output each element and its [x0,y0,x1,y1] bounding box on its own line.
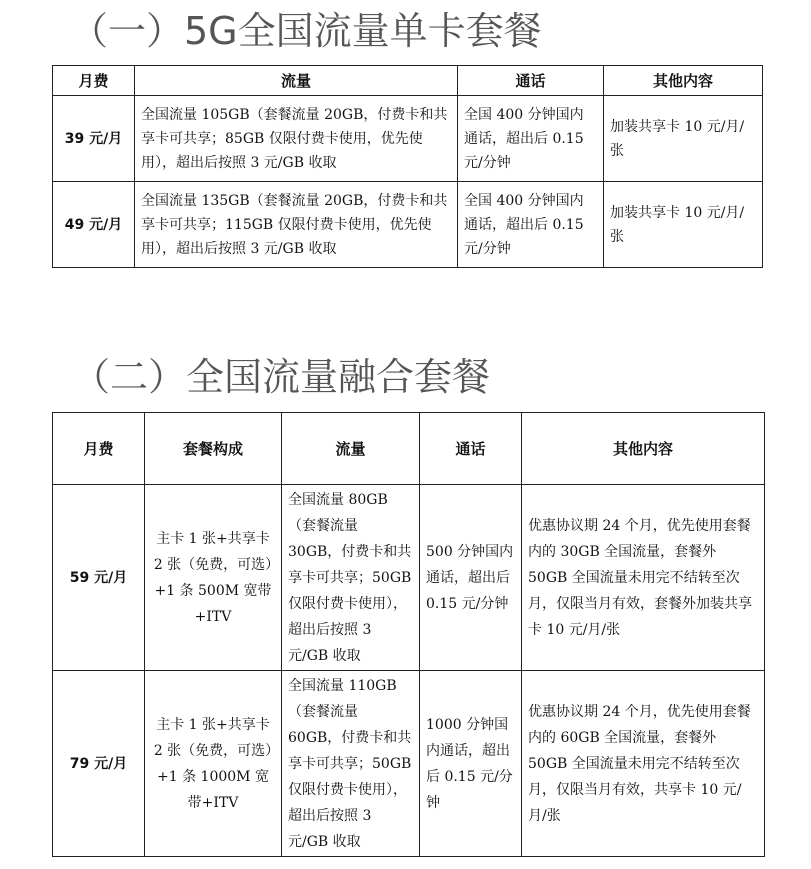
header-data: 流量 [282,413,420,485]
header-other: 其他内容 [604,66,763,96]
header-data: 流量 [135,66,458,96]
header-calls: 通话 [420,413,522,485]
section-title-fusion: （二）全国流量融合套餐 [72,355,491,399]
cell-data: 全国流量 110GB（套餐流量 60GB，付费卡和共享卡可共享；50GB 仅限付费卡使用），超出后按照 3 元/GB 收取 [282,671,420,857]
table-row [53,182,763,268]
cell-data: 全国流量 135GB（套餐流量 20GB，付费卡和共享卡可共享；115GB 仅限付费卡使用，优先使用），超出后按照 3 元/GB 收取 [135,182,458,268]
cell-other: 优惠协议期 24 个月，优先使用套餐内的 60GB 全国流量，套餐外 50GB 全国流量未用完不结转至次月，仅限当月有效，共享卡 10 元/月/张 [522,671,765,857]
section-title-single-card: （一）5G全国流量单卡套餐 [70,9,542,53]
cell-other: 加装共享卡 10 元/月/张 [604,182,763,268]
single-card-plan-table [52,65,763,268]
cell-data: 全国流量 80GB（套餐流量 30GB，付费卡和共享卡可共享；50GB 仅限付费卡使用），超出后按照 3 元/GB 收取 [282,485,420,671]
cell-fee: 49 元/月 [53,182,135,268]
header-calls: 通话 [458,66,604,96]
table-header-row [53,66,763,96]
cell-calls: 全国 400 分钟国内通话，超出后 0.15 元/分钟 [458,182,604,268]
cell-calls: 1000 分钟国内通话，超出后 0.15 元/分钟 [420,671,522,857]
header-composition: 套餐构成 [145,413,282,485]
cell-other: 加装共享卡 10 元/月/张 [604,96,763,182]
cell-calls: 500 分钟国内通话，超出后 0.15 元/分钟 [420,485,522,671]
cell-fee: 59 元/月 [53,485,145,671]
cell-other: 优惠协议期 24 个月，优先使用套餐内的 30GB 全国流量，套餐外 50GB 全国流量未用完不结转至次月，仅限当月有效，套餐外加装共享卡 10 元/月/张 [522,485,765,671]
cell-fee: 39 元/月 [53,96,135,182]
table-row [53,96,763,182]
table-row [53,485,765,671]
table-header-row [53,413,765,485]
fusion-plan-table [52,412,765,857]
cell-fee: 79 元/月 [53,671,145,857]
header-fee: 月费 [53,413,145,485]
header-other: 其他内容 [522,413,765,485]
cell-calls: 全国 400 分钟国内通话，超出后 0.15 元/分钟 [458,96,604,182]
cell-composition: 主卡 1 张+共享卡 2 张（免费，可选）+1 条 500M 宽带+ITV [145,485,282,671]
table-row [53,671,765,857]
cell-data: 全国流量 105GB（套餐流量 20GB，付费卡和共享卡可共享；85GB 仅限付费卡使用，优先使用），超出后按照 3 元/GB 收取 [135,96,458,182]
cell-composition: 主卡 1 张+共享卡 2 张（免费，可选）+1 条 1000M 宽带+ITV [145,671,282,857]
header-fee: 月费 [53,66,135,96]
